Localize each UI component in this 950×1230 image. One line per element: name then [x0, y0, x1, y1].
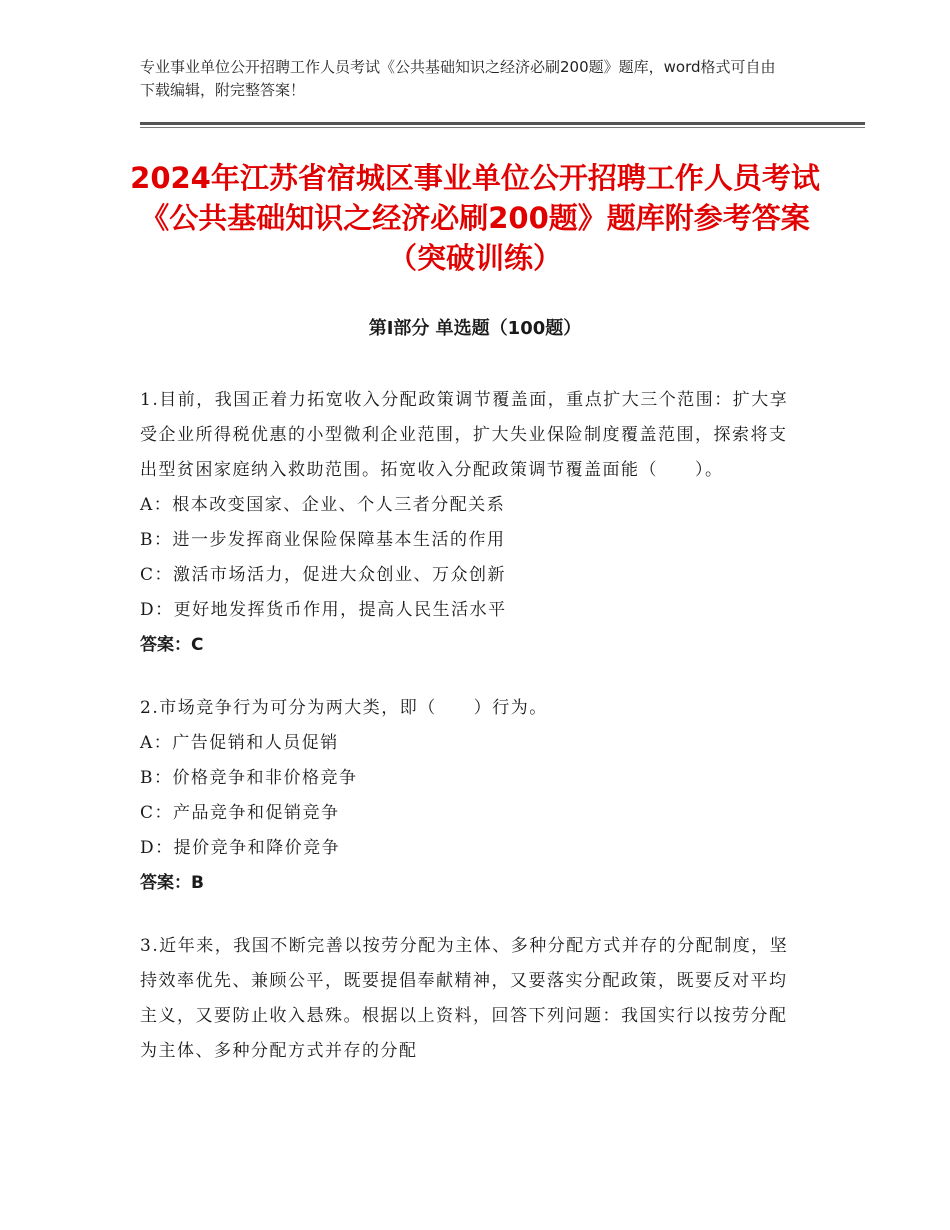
- question-stem: 3.近年来，我国不断完善以按劳分配为主体、多种分配方式并存的分配制度，坚持效率优先、兼顾公平，既要提倡奉献精神，又要落实分配政策，既要反对平均主义，又要防止收入悬殊。根据以上资料，回答下列问题：我国实行以按劳分配为主体、多种分配方式并存的分配: [140, 936, 789, 1061]
- option-d: D：更好地发挥货币作用，提高人民生活水平: [140, 600, 507, 620]
- option-b: B：价格竞争和非价格竞争: [140, 768, 358, 788]
- document-title: 2024年江苏省宿城区事业单位公开招聘工作人员考试《公共基础知识之经济必刷200题》题库附参考答案（突破训练）: [130, 161, 820, 275]
- header-note: 专业事业单位公开招聘工作人员考试《公共基础知识之经济必刷200题》题库，word格式可自由下载编辑，附完整答案！: [140, 58, 776, 99]
- question-stem: 1.目前，我国正着力拓宽收入分配政策调节覆盖面，重点扩大三个范围：扩大享受企业所得税优惠的小型微利企业范围，扩大失业保险制度覆盖范围，探索将支出型贫困家庭纳入救助范围。拓宽收入分配政策调节覆盖面能（ ）。: [140, 390, 789, 480]
- question-1: [140, 383, 800, 663]
- header-rule-thin: [140, 127, 865, 128]
- option-a: A：根本改变国家、企业、个人三者分配关系: [140, 495, 506, 515]
- question-stem: 2.市场竞争行为可分为两大类，即（ ）行为。: [140, 698, 548, 718]
- answer: 答案：B: [140, 873, 204, 893]
- section-heading: 第Ⅰ部分 单选题（100题）: [368, 318, 582, 339]
- question-3: [140, 929, 800, 1069]
- question-list: [140, 383, 800, 1097]
- option-c: C：产品竞争和促销竞争: [140, 803, 340, 823]
- option-b: B：进一步发挥商业保险保障基本生活的作用: [140, 530, 506, 550]
- option-d: D：提价竞争和降价竞争: [140, 838, 341, 858]
- answer: 答案：C: [140, 635, 204, 655]
- option-c: C：激活市场活力，促进大众创业、万众创新: [140, 565, 507, 585]
- question-2: [140, 691, 800, 901]
- header-rule-thick: [140, 122, 865, 125]
- option-a: A：广告促销和人员促销: [140, 733, 339, 753]
